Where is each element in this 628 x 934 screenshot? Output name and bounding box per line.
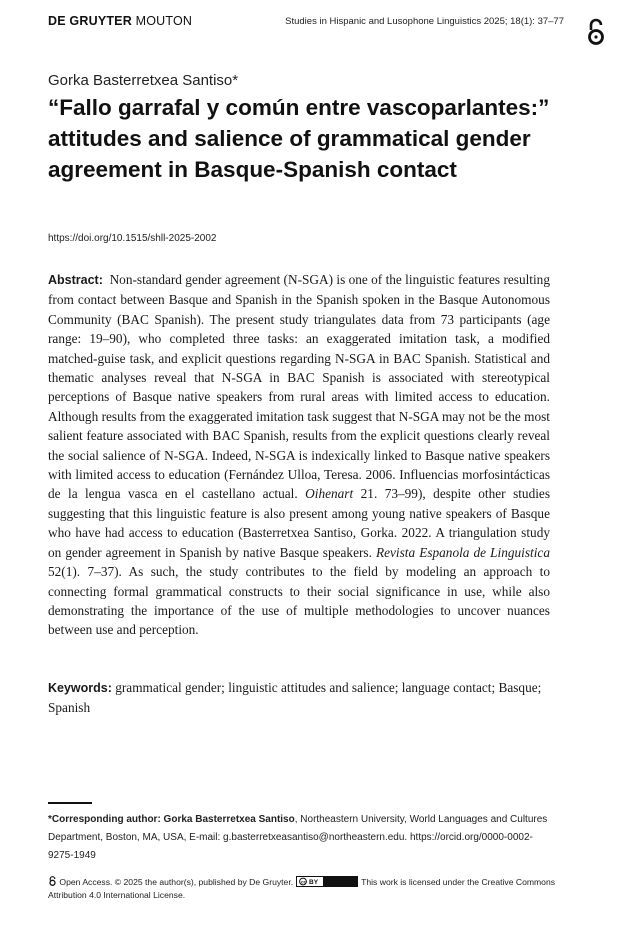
- abstract-journal-1: Oihenart: [305, 486, 354, 502]
- page-header: [48, 12, 608, 42]
- open-access-small-icon: [48, 876, 57, 886]
- keywords-label: Keywords:: [48, 681, 112, 695]
- abstract-label: Abstract:: [48, 273, 103, 287]
- abstract-text-2: 21. 73–99), despite other studies suggesting that this linguistic feature is also present among young native speakers of Basque who have had access to education (Basterretxea Santiso, Gorka. 2022. A triangulation study on gender agreement in Spanish by native Basque speakers.: [48, 486, 551, 560]
- journal-reference: Studies in Hispanic and Lusophone Linguistics 2025; 18(1): 37–77: [285, 16, 564, 27]
- cc-by-badge-icon[interactable]: [296, 876, 358, 887]
- license-text-2: This work is licensed under the Creative Commons Attribution 4.0 International License.: [48, 877, 556, 900]
- article-title: “Fallo garrafal y común entre vascoparlantes:” attitudes and salience of grammatical gender agreement in Basque-Spanish contact: [48, 95, 550, 182]
- footnote-divider: [48, 802, 92, 804]
- corresponding-author-note: [48, 811, 558, 865]
- abstract-text-1: Non-standard gender agreement (N-SGA) is one of the linguistic features resulting from contact between Basque and Spanish in the Spanish spoken in the Basque Autonomous Community (BAC Spanish). The present study triangulates data from 73 participants (age range: 19–90), who completed three tasks: an exaggerated imitation task, a modified matched-guise task, and explicit questions regarding N-SGA in BAC Spanish. Statistical and thematic analyses reveal that N-SGA in BAC Spanish is associated with stereotypical perceptions of Basque native speakers from rural areas with limited access to education. Although results from the exaggerated imitation task suggest that N-SGA may not be the most salient feature associated with BAC Spanish, results from the explicit questions clearly reveal the social salience of N-SGA. Indeed, N-SGA is indexically linked to Basque native speakers with limited access to education (Fernández Ulloa, Teresa. 2006. Influencias morfosintácticas de la lengua vasca en el castellano actual.: [48, 272, 550, 502]
- corresponding-author-details: , Northeastern University, World Languages and Cultures Department, Boston, MA, USA, E-mail: g.basterretxeasantiso@northeastern.edu. https://orcid.org/0000-0002-9275-1949: [48, 814, 548, 861]
- cc-badge-label: BY: [309, 879, 319, 886]
- abstract-text-3: 52(1). 7–37). As such, the study contributes to the field by modeling an approach to connecting formal grammatical constructs to their social significance in use, while also demonstrating the importance of the use of multiple methodologies to uncover nuances between use and perception.: [48, 564, 550, 638]
- license-text-1: Open Access. © 2025 the author(s), published by De Gruyter.: [59, 877, 294, 887]
- author-name: Gorka Basterretxea Santiso*: [48, 72, 239, 89]
- keywords: [48, 678, 550, 718]
- license-note: [48, 876, 558, 902]
- corresponding-author-label: *Corresponding author: Gorka Basterretxea Santiso: [48, 814, 295, 825]
- keywords-text: grammatical gender; linguistic attitudes and salience; language contact; Basque; Spanish: [48, 680, 542, 716]
- publisher-name: DE GRUYTER MOUTON: [48, 14, 193, 28]
- open-access-icon: [586, 18, 606, 46]
- svg-text:cc: cc: [301, 879, 307, 885]
- abstract: [48, 270, 550, 640]
- doi-link[interactable]: https://doi.org/10.1515/shll-2025-2002: [48, 233, 217, 244]
- abstract-journal-2: Revista Espanola de Linguistica: [376, 544, 550, 560]
